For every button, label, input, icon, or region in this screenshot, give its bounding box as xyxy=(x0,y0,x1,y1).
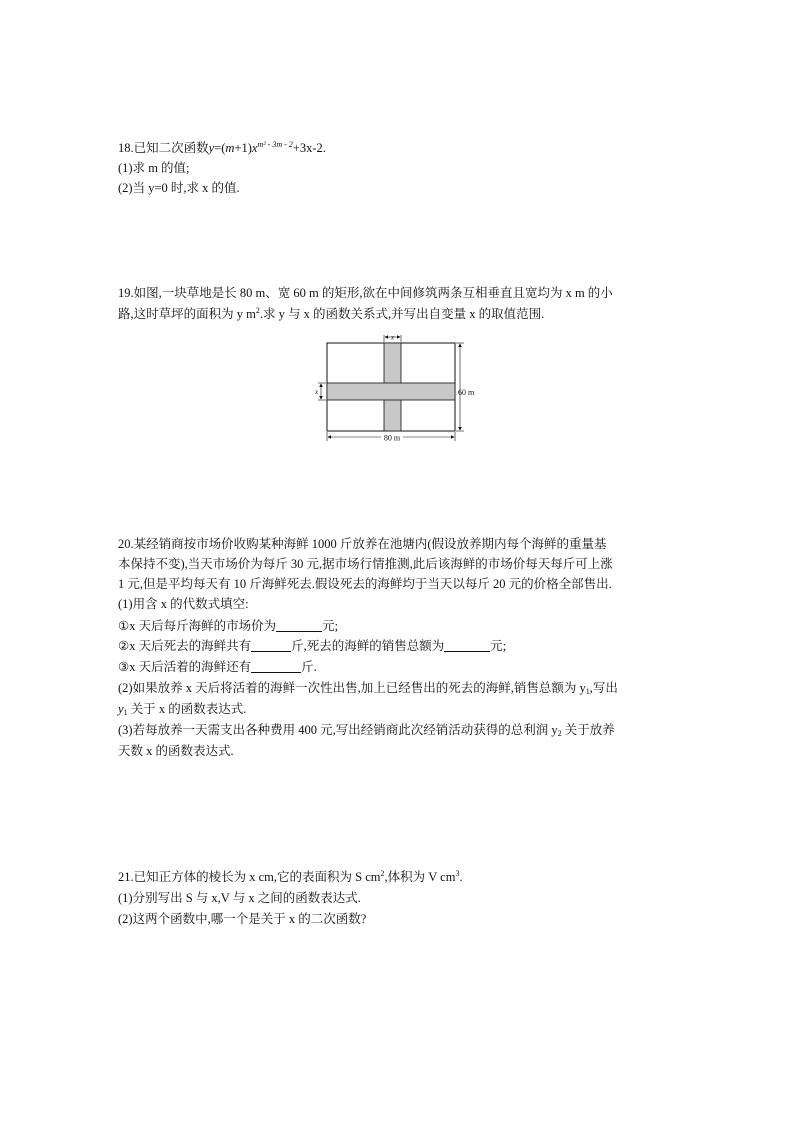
answer-blank[interactable] xyxy=(251,660,301,673)
q20-part1: (1)用含 x 的代数式填空: xyxy=(118,597,249,611)
answer-blank[interactable] xyxy=(276,619,322,632)
q18-part2: (2)当 y=0 时,求 x 的值. xyxy=(118,181,240,195)
x-left-label: x xyxy=(315,388,319,396)
q20-part2-line2: $y_1$ 关于 x 的函数表达式. xyxy=(118,702,247,717)
lawn-diagram xyxy=(316,333,486,445)
q19-line2: 路,这时草坪的面积为 y $m^2$.求 y 与 x 的函数关系式,并写出自变量 x 的取值范围. xyxy=(118,306,545,321)
q20-fill-2: ②x 天后死去的海鲜共有 斤,死去的海鲜的销售总额为 元; xyxy=(118,639,507,653)
height-label: 60 m xyxy=(458,388,475,397)
q20-part2-line1: (2)如果放养 x 天后将活着的海鲜一次性出售,加上已经售出的死去的海鲜,销售总额为 $y_1$,写出 xyxy=(118,681,618,696)
q20-fill-3: ③x 天后活着的海鲜还有 斤. xyxy=(118,660,317,674)
q19-line1: 19.如图,一块草地是长 80 m、宽 60 m 的矩形,欲在中间修筑两条互相垂直且宽均为 x m 的小 xyxy=(118,286,613,300)
q18-line1: 18.已知二次函数$y=(m+1)x^{m^2 - 3m - 2}+3x-2$. xyxy=(118,140,326,155)
q20-fill-1: ①x 天后每斤海鲜的市场价为 元; xyxy=(118,619,339,633)
q20-line3: 1 元,但是平均每天有 10 斤海鲜死去.假设死去的海鲜均于当天以每斤 20 元的价格全部售出. xyxy=(118,577,612,591)
q20-part3-line2: 天数 x 的函数表达式. xyxy=(118,744,234,758)
width-label: 80 m xyxy=(383,433,401,443)
q20-line2: 本保持不变),当天市场价为每斤 30 元,据市场行情推测,此后该海鲜的市场价每天每斤可上涨 xyxy=(118,557,613,571)
q18-exponent: m² - 3m - 2 xyxy=(257,140,293,149)
q18-part1: (1)求 m 的值; xyxy=(118,161,190,175)
x-top-label: x xyxy=(390,333,395,342)
q20-line1: 20.某经销商按市场价收购某种海鲜 1000 斤放养在池塘内(假设放养期内每个海鲜的重量基 xyxy=(118,537,607,551)
q21-part2: (2)这两个函数中,哪一个是关于 x 的二次函数? xyxy=(118,912,367,926)
q21-line1: 21.已知正方体的棱长为 x cm,它的表面积为 S $cm^2$,体积为 V $cm^3$. xyxy=(118,869,463,884)
answer-blank[interactable] xyxy=(444,639,490,652)
q21-part1: (1)分别写出 S 与 x,V 与 x 之间的函数表达式. xyxy=(118,891,361,905)
q20-part3-line1: (3)若每放养一天需支出各种费用 400 元,写出经销商此次经销活动获得的总利润 $y_2$ 关于放养 xyxy=(118,723,615,738)
answer-blank[interactable] xyxy=(251,639,291,652)
